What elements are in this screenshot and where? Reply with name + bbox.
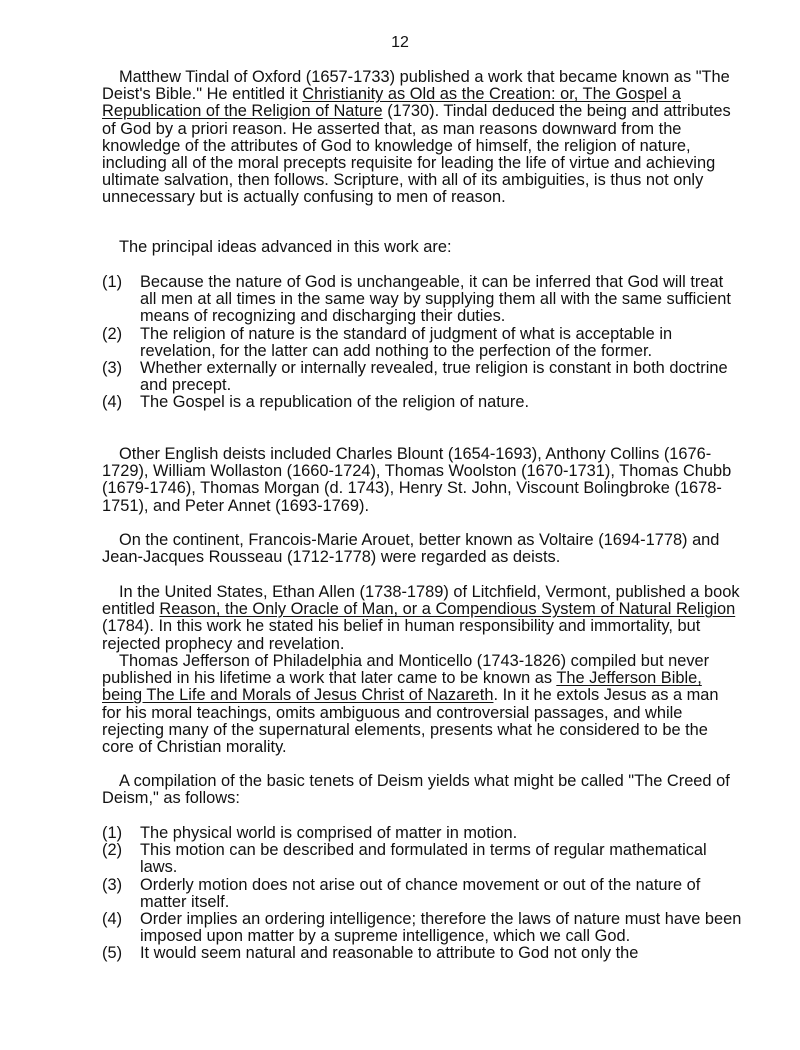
paragraph-ethan-allen [102,584,742,653]
list-item [102,911,742,945]
list-number: (4) [102,910,123,929]
list-number: (4) [102,393,123,412]
list-item [102,274,742,326]
list-text: The Gospel is a republication of the religion of nature. [140,393,530,412]
list-text: Because the nature of God is unchangeable, it can be inferred that God will treat all men at all times in the same way by supplying them all with the same sufficient means of recognizing and discharging their duties. [140,273,731,326]
paragraph-english-deists: Other English deists included Charles Blount (1654-1693), Anthony Collins (1676-1729), William Wollaston (1660-1724), Thomas Woolston (1670-1731), Thomas Chubb (1679-1746), Thomas Morgan (d. 1743), Henry St. John, Viscount Bolingbroke (1678-1751), and Peter Annet (1693-1769). [102,445,732,515]
creed-list [102,825,742,963]
list-item [102,394,742,411]
paragraph-continent: On the continent, Francois-Marie Arouet, better known as Voltaire (1694-1778) and Jean-Jacques Rousseau (1712-1778) were regarded as deists. [102,531,720,567]
list-number: (3) [102,359,123,378]
list-number: (1) [102,824,123,842]
page-number: 12 [391,34,409,51]
paragraph-text: Thomas Jefferson of Philadelphia and Monticello (1743-1826) compiled but never published in his lifetime a work that later came to be known as [102,652,710,688]
list-text: The religion of nature is the standard of judgment of what is acceptable in revelation, for the latter can add nothing to the perfection of the former. [140,324,673,360]
list-number: (2) [102,324,123,343]
principal-ideas-list [102,274,742,412]
list-text: The physical world is comprised of matter in motion. [140,824,518,842]
list-item [102,825,742,842]
paragraph-text: In the United States, Ethan Allen (1738-1789) of Litchfield, Vermont, published a book entitled [102,583,740,619]
list-number: (2) [102,841,123,860]
list-text: This motion can be described and formulated in terms of regular mathematical laws. [140,841,707,877]
paragraph-tindal [102,69,742,207]
paragraph-text: Matthew Tindal of Oxford (1657-1733) published a work that became known as "The Deist's Bible." He entitled it [102,68,730,104]
list-number: (5) [102,944,123,963]
list-item [102,945,742,962]
paragraph-text: . In it he extols Jesus as a man for his moral teachings, omits ambiguous and controversial passages, and while rejecting many of the supernatural elements, presents what he considered to be the core of Christian morality. [102,686,719,757]
list-number: (3) [102,875,123,894]
paragraph-text: (1784). In this work he stated his belief in human responsibility and immortality, but rejected prophecy and revelation. [102,617,701,653]
list-item [102,360,742,394]
book-title-reason: Reason, the Only Oracle of Man, or a Compendious System of Natural Religion [159,600,736,619]
book-title-jefferson-bible: The Jefferson Bible, being The Life and Morals of Jesus Christ of Nazareth [102,669,702,705]
paragraph-creed-intro: A compilation of the basic tenets of Deism yields what might be called "The Creed of Deism," as follows: [102,772,730,808]
book-title-christianity: Christianity as Old as the Creation: or, The Gospel a Republication of the Religion of Nature [102,85,681,121]
list-item [102,326,742,360]
paragraph-jefferson [102,653,742,756]
list-number: (1) [102,273,123,291]
list-item [102,877,742,911]
list-text: Whether externally or internally revealed, true religion is constant in both doctrine and precept. [140,359,728,395]
list-text: It would seem natural and reasonable to attribute to God not only the [140,944,639,963]
paragraph-text: (1730). Tindal deduced the being and attributes of God by a priori reason. He asserted that, as man reasons downward from the knowledge of the attributes of God to knowledge of himself, the religion of nature, including all of the moral precepts requisite for leading the life of virtue and achieving ultimate salvation, then follows. Scripture, with all of its ambiguities, is thus not only unnecessary but is actually confusing to men of reason. [102,102,731,207]
list-text: Orderly motion does not arise out of chance movement or out of the nature of matter itself. [140,875,701,911]
list-item [102,842,742,876]
paragraph-principal-ideas: The principal ideas advanced in this work are: [119,238,452,256]
list-text: Order implies an ordering intelligence; therefore the laws of nature must have been imposed upon matter by a supreme intelligence, which we call God. [140,910,742,946]
